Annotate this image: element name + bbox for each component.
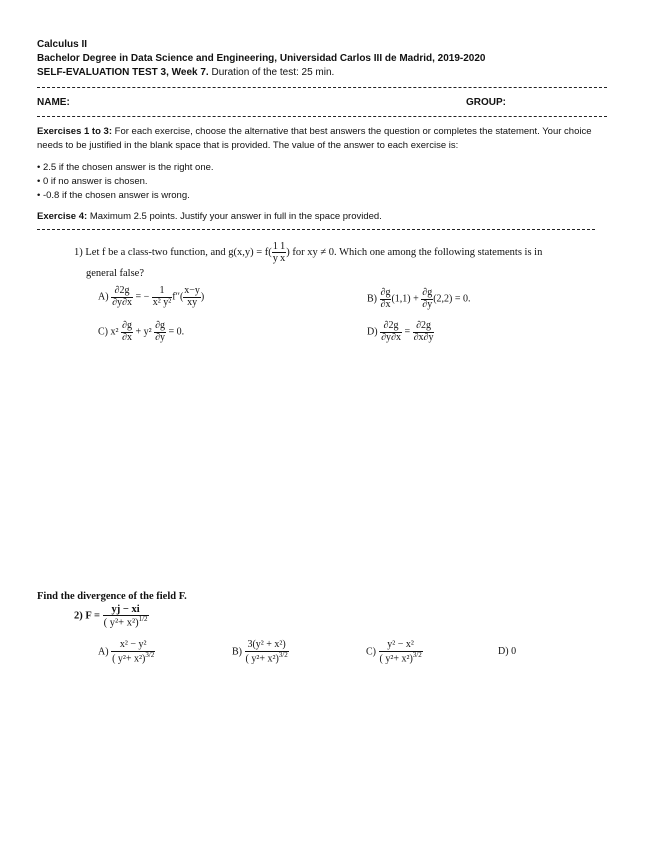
q1-option-b: B) $\frac{\partial g}{\partial x}$ (1,1) + $\frac{\partial g}{\partial y}$ (2,2) = 0.	[367, 287, 471, 310]
q1-option-a: A) $\frac{\partial 2g}{\partial y\partial x}$ = − $\frac{1}{\text{x² y²}}$ f′′( $\frac{x-y}{xy}$ )	[98, 285, 205, 308]
q2-field: 2) F = $\frac{yj - xi}{( y^2+ x^2)^{1/2}}$	[74, 604, 148, 629]
divider	[37, 229, 595, 230]
exercise-4-text: Maximum 2.5 points. Justify your answer in full in the space provided.	[89, 211, 382, 222]
exercises-1-3-text: For each exercise, choose the alternative that best answers the question or completes the statement. Your choice	[114, 126, 592, 137]
field-fraction: $\frac{yj - xi}{( y^2+ x^2)^{1/2}}$	[103, 604, 148, 629]
instructions-line1	[37, 126, 592, 137]
fraction-1-over-x: $\frac{1}{x}$	[280, 241, 286, 265]
test-line	[37, 67, 334, 78]
q2-option-a: A) $\frac{\text{x² − y²}}{( y^2+ x^2)^{3/2}}$	[98, 639, 155, 664]
bullet-item: • 2.5 if the chosen answer is the right one.	[37, 162, 214, 173]
test-title: SELF-EVALUATION TEST 3, Week 7.	[37, 67, 209, 78]
q1-statement-line2: general false?	[86, 268, 145, 279]
q2-option-b: B) $\frac{\text{3(y² + x²)}}{( y^2+ x^2)^{3/2}}$	[232, 639, 288, 664]
bullet-item: • 0 if no answer is chosen.	[37, 176, 148, 187]
bullet-item: • -0.8 if the chosen answer is wrong.	[37, 190, 190, 201]
q1-option-c: C) x² $\frac{\partial g}{\partial x}$ + y² $\frac{\partial g}{\partial y}$ = 0.	[98, 320, 185, 343]
exercise-4-line	[37, 211, 382, 222]
degree-line: Bachelor Degree in Data Science and Engineering, Universidad Carlos III de Madrid, 2019-2020	[37, 53, 486, 64]
course-title: Calculus II	[37, 39, 88, 50]
divider	[37, 116, 607, 117]
name-label: NAME:	[37, 97, 70, 108]
instructions-line2: needs to be justified in the blank space that is provided. The value of the answer to each exercise is:	[37, 140, 459, 151]
exercise-4-label: Exercise 4:	[37, 211, 88, 222]
fraction-1-over-y: $\frac{1}{y}$	[272, 241, 279, 265]
q2-heading: Find the divergence of the field F.	[37, 591, 187, 602]
q1-statement: 1) Let f be a class-two function, and g(x,y) = f( $\frac{1}{y}$ $\frac{1}{x}$ ) for xy ≠ 0. Which one among the following statements is in	[74, 241, 543, 265]
q2-option-c: C) $\frac{\text{y² − x²}}{( y^2+ x^2)^{3/2}}$	[366, 639, 422, 664]
q1-option-d: D) $\frac{\partial 2g}{\partial y\partial x}$ = $\frac{\partial 2g}{\partial x\partial y}$	[367, 320, 434, 343]
test-duration: Duration of the test: 25 min.	[211, 67, 335, 78]
divider	[37, 87, 607, 88]
group-label: GROUP:	[466, 97, 506, 108]
exercises-1-3-label: Exercises 1 to 3:	[37, 126, 112, 137]
q2-option-d: D) 0	[498, 646, 517, 657]
